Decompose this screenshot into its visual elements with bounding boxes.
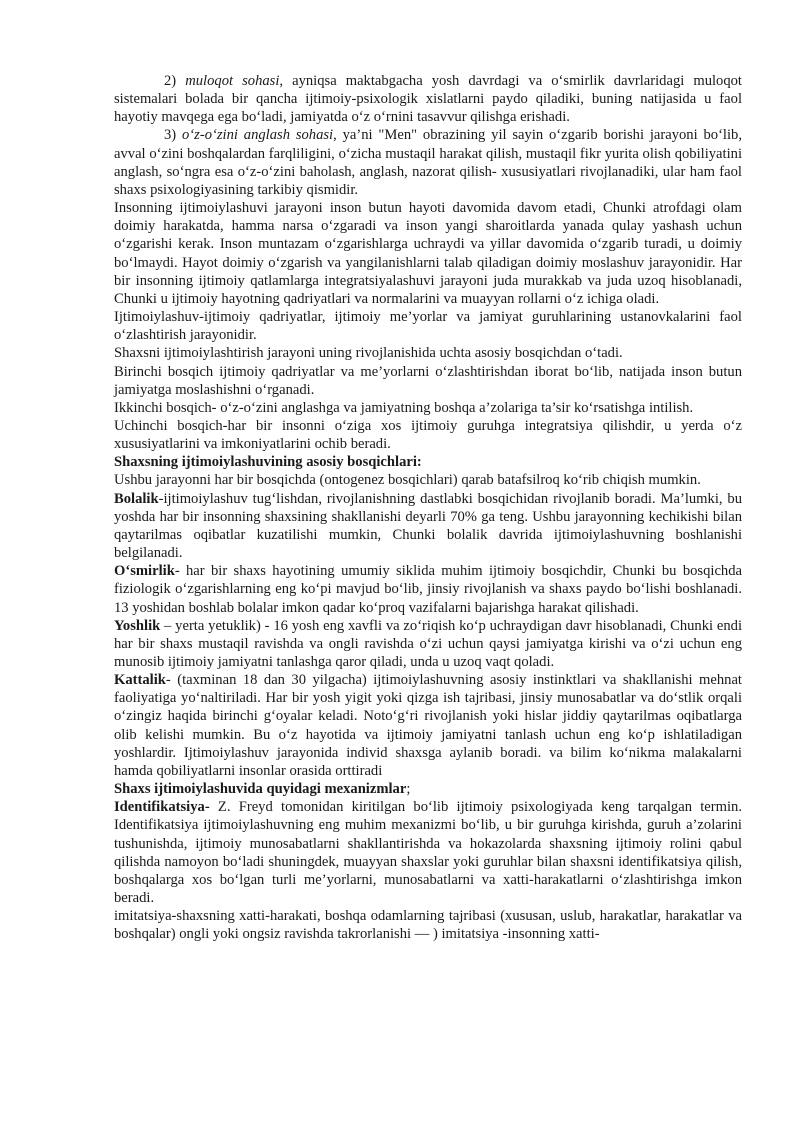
paragraph-uchta-bosqich: Shaxsni ijtimoiylashtirish jarayoni uning rivojlanishida uchta asosiy bosqichdan oʻtadi. <box>114 345 623 362</box>
paragraph-muloqot-sohasi <box>114 72 742 126</box>
paragraph-text: , ayniqsa maktabgacha yosh davrdagi va oʻsmirlik davrlaridagi muloqot sistemalari bolada bir qancha ijtimoiy-psixologik xislatlarni paydo qiladiki, buning natijasida u faol hayotiy mavqega ega boʻladi, jamiyatda oʻz oʻrnini tasavvur qilishga erishadi. <box>114 73 742 126</box>
paragraph-ijtimoiylashuv-definition: Ijtimoiylashuv-ijtimoiy qadriyatlar, ijtimoiy me’yorlar va jamiyat guruhlarining ustanovkalarini faol oʻzlashtirish jarayonidir. <box>114 309 742 344</box>
paragraph-text: – yerta yetuklik) - 16 yosh eng xavfli va zoʻriqish koʻp uchraydigan davr hisoblanadi, Chunki endi har bir shaxs mustaqil ravishda va ongli ravishda oʻzi uchun qaysi jamiyatga kirishi va oʻzi uchun eng munosib ijtimoiy jamiyatni tanlashga qaror qiladi, unda u uzoq vaqt qoladi. <box>114 617 742 670</box>
paragraph-text: - (taxminan 18 dan 30 yilgacha) ijtimoiylashuvning asosiy instinktlari va shakllanishi mehnat faoliyatiga yoʻnaltiriladi. Har bir yosh yigit yoki qizga ish tajribasi, jinsiy munosabatlar va doʻstlik orqali oʻzingiz haqida birinchi gʻoyalar keladi. Notoʻgʻri rivojlanish yoki hislar jiddiy qaytarilmas oqibatlarga olib kelishi mumkin. Bu oʻz hayotida va ijtimoiy jamiyatni tanlash uchun eng koʻp ishlatiladigan yoshlardir. Ijtimoiylashuv jarayonida individ shaxsga aylanib boradi. va bilim koʻnikma malakalarni hamda qobiliyatlarni insonlar orasida orttiradi <box>114 672 742 779</box>
paragraph-oz-ozini-anglash <box>114 126 742 199</box>
term-muloqot-sohasi: muloqot sohasi <box>185 73 280 89</box>
paragraph-text: , ya’ni "Men" obrazining yil sayin oʻzgarib borishi jarayoni boʻlib, avval oʻzini boshqalardan farqliligini, oʻzicha mustaqil harakat qilish, mustaqil fikr yurita olish qobiliyatini anglash, soʻngra esa oʻz-oʻzini baholash, anglash, nazorat qilish- xususiyatlari rivojlanadiki, ular ham faol shaxs psixologiyasining tarkibiy qismidir. <box>114 127 742 198</box>
paragraph-kattalik <box>114 671 742 780</box>
paragraph-ontogenez: Ushbu jarayonni har bir bosqichda (ontogenez bosqichlari) qarab batafsilroq koʻrib chiqish mumkin. <box>114 472 701 489</box>
term-identifikatsiya: Identifikatsiya- <box>114 799 210 816</box>
item-number: 2) <box>164 73 177 89</box>
paragraph-birinchi-bosqich: Birinchi bosqich ijtimoiy qadriyatlar va me’yorlarni oʻzlashtirishdan iborat boʻlib, natijada inson butun jamiyatga moslashishni oʻrganadi. <box>114 363 742 398</box>
heading-text: Shaxsning ijtimoiylashuvining asosiy bosqichlari: <box>114 454 422 471</box>
paragraph-ikkinchi-bosqich: Ikkinchi bosqich- oʻz-oʻzini anglashga va jamiyatning boshqa a’zolariga ta’sir koʻrsatishga intilish. <box>114 399 694 416</box>
paragraph-identifikatsiya <box>114 798 742 907</box>
paragraph-ijtimoiylashuv-jarayoni: Insonning ijtimoiylashuvi jarayoni inson butun hayoti davomida davom etadi, Chunki atrofdagi olam doimiy harakatda, hamma narsa oʻzgaradi va inson yangi sharoitlarda yanada qulay yashash uchun oʻzgarishi kerak. Inson muntazam oʻzgarishlarga uchraydi va yillar davomida oʻzgarib turadi, u doimiy boʻlmaydi. Hayot doimiy oʻzgarish va yangilanishlarni talab qiladigan doimiy moslashuv jarayonidir. Har bir insonning ijtimoiy qatlamlarga integratsiyalashuvi jarayoni juda murakkab va juda uzoq hisoblanadi, Chunki u ijtimoiy hayotning qadriyatlari va normalarini va muayyan rollarni oʻz ichiga oladi. <box>114 200 742 307</box>
item-number: 3) <box>164 127 177 144</box>
heading-tail: ; <box>406 781 411 798</box>
term-kattalik: Kattalik <box>114 672 166 689</box>
paragraph-uchinchi-bosqich: Uchinchi bosqich-har bir insonni oʻziga xos ijtimoiy guruhga integratsiya qilishdir, u yerda oʻz xususiyatlarini va imkoniyatlarini ochib beradi. <box>114 417 742 453</box>
term-oz-ozini-anglash: oʻz-oʻzini anglash sohasi <box>182 127 334 144</box>
term-osmirlik: Oʻsmirlik <box>114 563 175 580</box>
section-heading-bosqichlar <box>114 453 742 471</box>
paragraph-yoshlik <box>114 617 742 671</box>
paragraph-text: - har bir shaxs hayotining umumiy siklida muhim ijtimoiy bosqichdir, Chunki bu bosqichda fiziologik oʻzgarishlarning eng koʻpi mavjud boʻlib, jinsiy rivojlanish va shaxs paydo boʻlishi boshlanadi. 13 yoshidan boshlab bolalar imkon qadar koʻproq vazifalarni bajarishga harakat qilishadi. <box>114 563 742 616</box>
paragraph-text: Z. Freyd tomonidan kiritilgan boʻlib ijtimoiy psixologiyada keng tarqalgan termin. Identifikatsiya ijtimoiylashuvning eng muhim mexanizmi boʻlib, u bir guruhga kirishda, guruh a’zolarini tushunishda, ijtimoiy munosabatlarni shakllantirishda va hokazolarda shaxsning ijtimoiy rolini qabul qilishda namoyon boʻladi shuningdek, muayyan shaxslar yoki guruhlar bilan shaxsni identifikatsiya qilish, boshqalarga xos boʻlgan turli me’yorlarni, munosabatlarni va xatti-harakatlarni oʻzlashtirishga imkon beradi. <box>114 799 742 907</box>
paragraph-text: -ijtimoiylashuv tugʻlishdan, rivojlanishning dastlabki bosqichidan rivojlanib boradi. Ma’lumki, bu yoshda har bir insonning shaxsining shakllanishi deyarli 70% ga teng. Ushbu jarayonning kechikishi bilan qaytarilmas oqibatlar kuzatilishi mumkin, Chunki bolalik davrida ijtimoiylashuvning boshlanishi belgilanadi. <box>114 490 742 562</box>
term-yoshlik: Yoshlik <box>114 617 161 634</box>
paragraph-imitatsiya: imitatsiya-shaxsning xatti-harakati, boshqa odamlarning tajribasi (xususan, uslub, harakatlar, harakatlar va boshqalar) ongli yoki ongsiz ravishda takrorlanishi — ) imitatsiya -insonning xatti- <box>114 908 742 943</box>
paragraph-osmirlik <box>114 562 742 616</box>
term-bolalik: Bolalik <box>114 490 159 507</box>
section-heading-mexanizmlar <box>114 780 742 798</box>
paragraph-bolalik <box>114 490 742 563</box>
heading-text: Shaxs ijtimoiylashuvida quyidagi mexanizmlar <box>114 781 407 798</box>
